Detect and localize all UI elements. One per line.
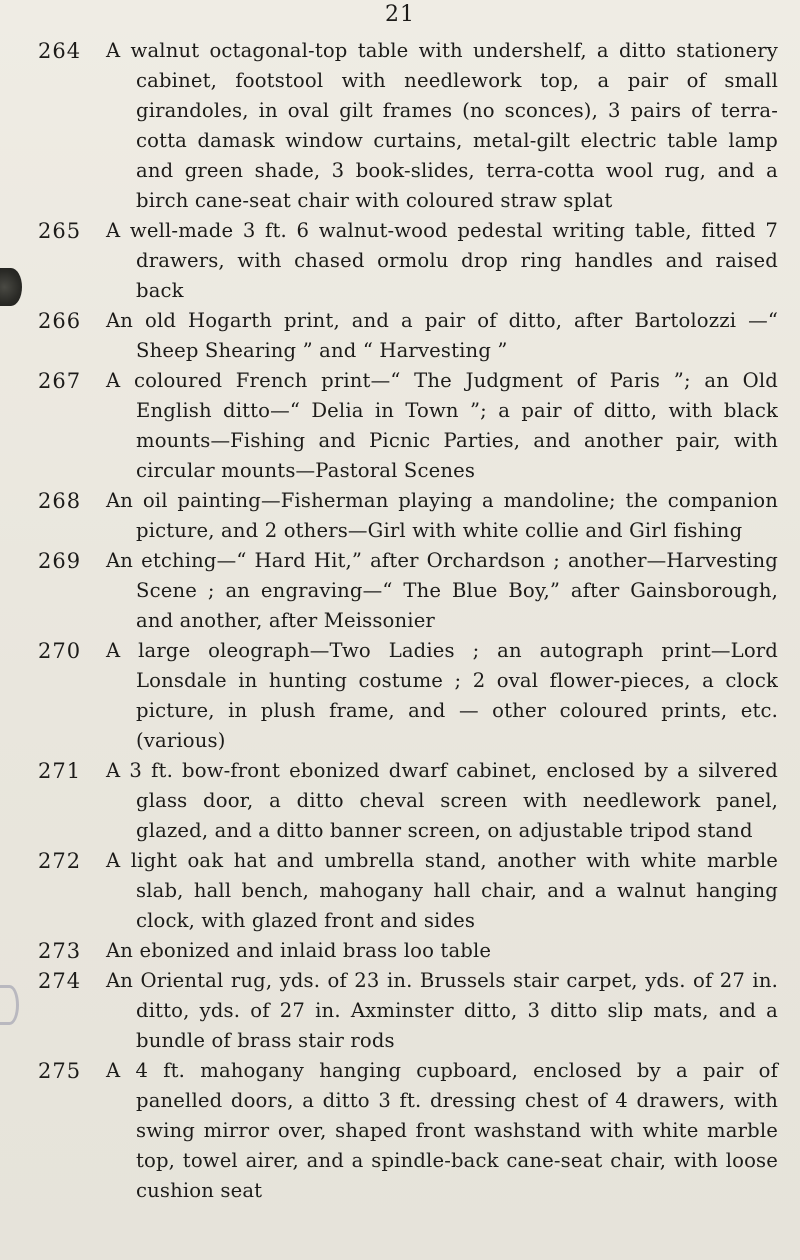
lot-description: An etching—“ Hard Hit,” after Orchardson ; another—Harvesting Scene ; an engraving—“ The Blue Boy,” after Gainsborough, and another, after Meissonier xyxy=(106,549,778,632)
lot-description: A well-made 3 ft. 6 walnut-wood pedestal writing table, fitted 7 drawers, with chased ormolu drop ring handles and raised back xyxy=(106,219,778,302)
lot-description: A 4 ft. mahogany hanging cupboard, enclosed by a pair of panelled doors, a ditto 3 ft. dressing chest of 4 drawers, with swing mirror over, shaped front washstand with white marble top, towel airer, and a spindle-back cane-seat chair, with loose cushion seat xyxy=(106,1059,778,1202)
lot-description: A walnut octagonal-top table with undershelf, a ditto stationery cabinet, footstool with needlework top, a pair of small girandoles, in oval gilt frames (no sconces), 3 pairs of terra-cotta damask window curtains, metal-gilt electric table lamp and green shade, 3 book-slides, terra-cotta wool rug, and a birch cane-seat chair with coloured straw splat xyxy=(106,39,778,212)
lot-number: 269 xyxy=(38,549,82,573)
lot-entry xyxy=(38,1056,778,1206)
lot-number: 267 xyxy=(38,369,82,393)
lot-entry xyxy=(38,366,778,486)
lot-description: An oil painting—Fisherman playing a mandoline; the companion picture, and 2 others—Girl with white collie and Girl fishing xyxy=(106,489,778,542)
lot-list xyxy=(38,36,778,1206)
lot-entry xyxy=(38,846,778,936)
lot-number: 265 xyxy=(38,219,82,243)
lot-number: 264 xyxy=(38,39,82,63)
lot-entry xyxy=(38,936,778,966)
lot-description: A light oak hat and umbrella stand, another with white marble slab, hall bench, mahogany hall chair, and a walnut hanging clock, with glazed front and sides xyxy=(106,849,778,932)
lot-number: 272 xyxy=(38,849,82,873)
lot-description: A large oleograph—Two Ladies ; an autograph print—Lord Lonsdale in hunting costume ; 2 oval flower-pieces, a clock picture, in plush frame, and — other coloured prints, etc. (various) xyxy=(106,639,778,752)
lot-number: 271 xyxy=(38,759,82,783)
lot-entry xyxy=(38,486,778,546)
lot-entry xyxy=(38,306,778,366)
lot-number: 274 xyxy=(38,969,82,993)
lot-description: An Oriental rug, yds. of 23 in. Brussels stair carpet, yds. of 27 in. ditto, yds. of 27 in. Axminster ditto, 3 ditto slip mats, and a bundle of brass stair rods xyxy=(106,969,778,1052)
lot-entry xyxy=(38,636,778,756)
lot-entry xyxy=(38,756,778,846)
lot-description: An ebonized and inlaid brass loo table xyxy=(106,939,492,962)
lot-number: 268 xyxy=(38,489,82,513)
lot-description: A 3 ft. bow-front ebonized dwarf cabinet, enclosed by a silvered glass door, a ditto cheval screen with needlework panel, glazed, and a ditto banner screen, on adjustable tripod stand xyxy=(106,759,778,842)
lot-entry xyxy=(38,216,778,306)
page-number: 21 xyxy=(385,2,415,27)
lot-entry xyxy=(38,966,778,1056)
lot-number: 266 xyxy=(38,309,82,333)
binding-hole-outline xyxy=(0,985,19,1025)
lot-description: An old Hogarth print, and a pair of ditto, after Bartolozzi —“ Sheep Shearing ” and “ Harvesting ” xyxy=(106,309,778,362)
lot-entry xyxy=(38,36,778,216)
lot-description: A coloured French print—“ The Judgment of Paris ”; an Old English ditto—“ Delia in Town ”; a pair of ditto, with black mounts—Fishing and Picnic Parties, and another pair, with circular mounts—Pastoral Scenes xyxy=(106,369,778,482)
lot-number: 275 xyxy=(38,1059,82,1083)
lot-number: 270 xyxy=(38,639,82,663)
binding-hole-mark xyxy=(0,268,22,306)
lot-entry xyxy=(38,546,778,636)
lot-number: 273 xyxy=(38,939,82,963)
